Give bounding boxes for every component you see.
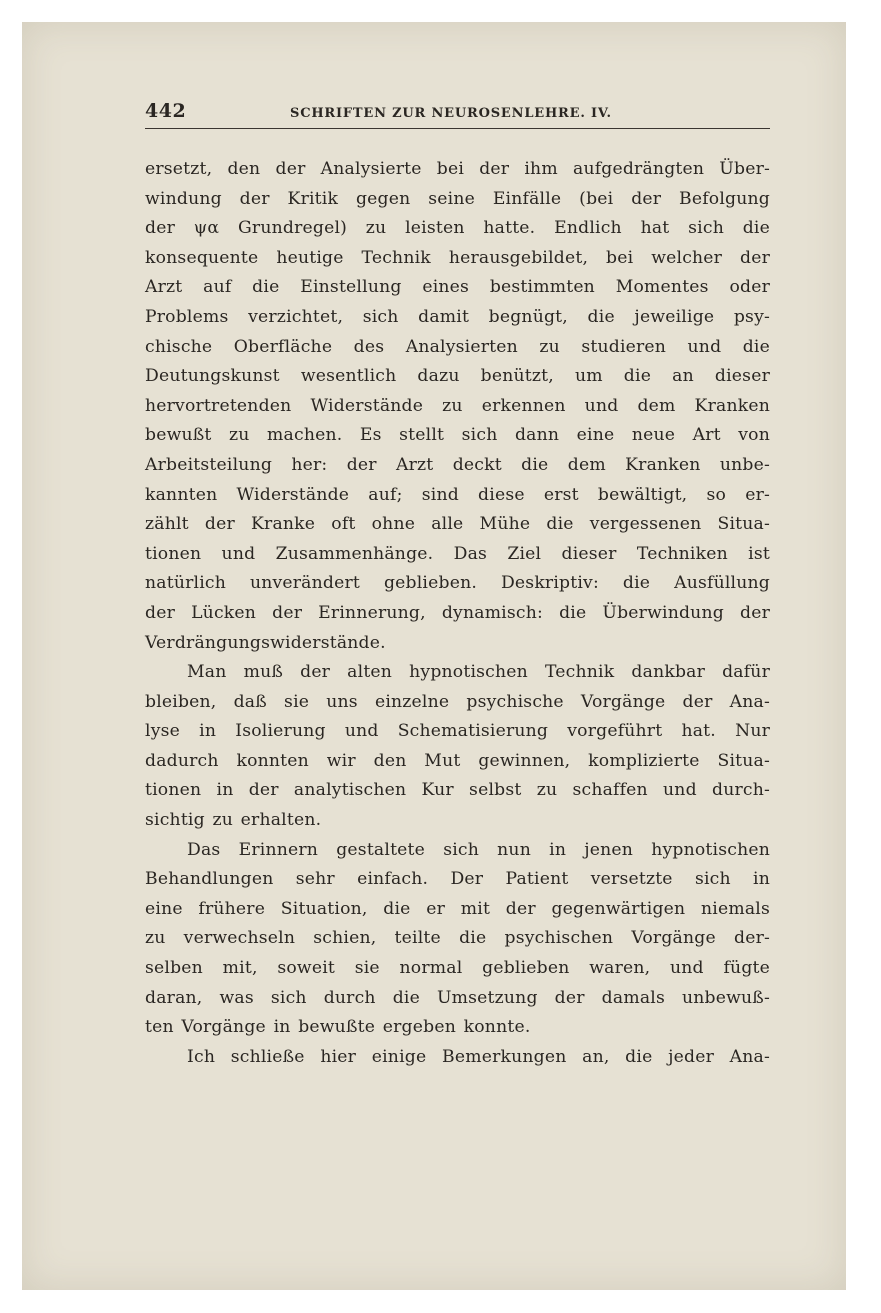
text-line: ten Vorgänge in bewußte ergeben konnte. (145, 1017, 531, 1038)
book-page (145, 100, 770, 1072)
text-line: Arzt auf die Einstellung eines bestimmten Momentes oder (145, 277, 770, 298)
text-line: Arbeitsteilung her: der Arzt deckt die dem Kranken unbe- (145, 454, 770, 475)
text-line: tionen in der analytischen Kur selbst zu schaffen und durch- (145, 780, 770, 801)
text-line: dadurch konnten wir den Mut gewinnen, komplizierte Situa- (145, 750, 770, 771)
text-line: ersetzt, den der Analysierte bei der ihm aufgedrängten Über- (145, 159, 770, 179)
text-line: zu verwechseln schien, teilte die psychischen Vorgänge der- (145, 928, 770, 949)
text-line: selben mit, soweit sie normal geblieben waren, und fügte (145, 958, 770, 979)
text-line: lyse in Isolierung und Schematisierung vorgeführt hat. Nur (145, 721, 770, 742)
text-line: chische Oberfläche des Analysierten zu studieren und die (145, 336, 770, 357)
text-line: der Lücken der Erinnerung, dynamisch: die Überwindung der (145, 602, 770, 623)
text-line: kannten Widerstände auf; sind diese erst bewältigt, so er- (145, 484, 770, 505)
text-line: hervortretenden Widerstände zu erkennen und dem Kranken (145, 395, 770, 416)
text-line: Das Erinnern gestaltete sich nun in jenen hypnotischen (187, 839, 770, 860)
text-line: Behandlungen sehr einfach. Der Patient versetzte sich in (145, 869, 770, 890)
text-line: eine frühere Situation, die er mit der gegenwärtigen niemals (145, 898, 770, 919)
text-line: tionen und Zusammenhänge. Das Ziel dieser Techniken ist (145, 543, 770, 564)
text-line: konsequente heutige Technik herausgebildet, bei welcher der (145, 247, 770, 268)
text-line: zählt der Kranke oft ohne alle Mühe die vergessenen Situa- (145, 514, 770, 535)
running-title: SCHRIFTEN ZUR NEUROSENLEHRE. IV. (290, 106, 612, 121)
text-line: sichtig zu erhalten. (145, 810, 322, 831)
text-line: Problems verzichtet, sich damit begnügt, die jeweilige psy- (145, 306, 770, 327)
text-line: Verdrängungswiderstände. (145, 632, 386, 653)
text-line: bleiben, daß sie uns einzelne psychische Vorgänge der Ana- (145, 691, 770, 712)
text-line: Deutungskunst wesentlich dazu benützt, um die an dieser (145, 366, 770, 387)
body-text (145, 155, 770, 1072)
running-header (145, 100, 770, 129)
text-line: daran, was sich durch die Umsetzung der damals unbewuß- (145, 987, 770, 1008)
text-line: natürlich unverändert geblieben. Deskriptiv: die Ausfüllung (145, 573, 770, 594)
text-line: bewußt zu machen. Es stellt sich dann eine neue Art von (145, 425, 770, 446)
text-line: Ich schließe hier einige Bemerkungen an, die jeder Ana- (187, 1046, 770, 1067)
page-number: 442 (145, 100, 187, 122)
text-line: windung der Kritik gegen seine Einfälle (bei der Befolgung (145, 188, 770, 209)
text-line: Man muß der alten hypnotischen Technik dankbar dafür (187, 662, 770, 683)
text-line: der ψα Grundregel) zu leisten hatte. Endlich hat sich die (145, 218, 770, 239)
